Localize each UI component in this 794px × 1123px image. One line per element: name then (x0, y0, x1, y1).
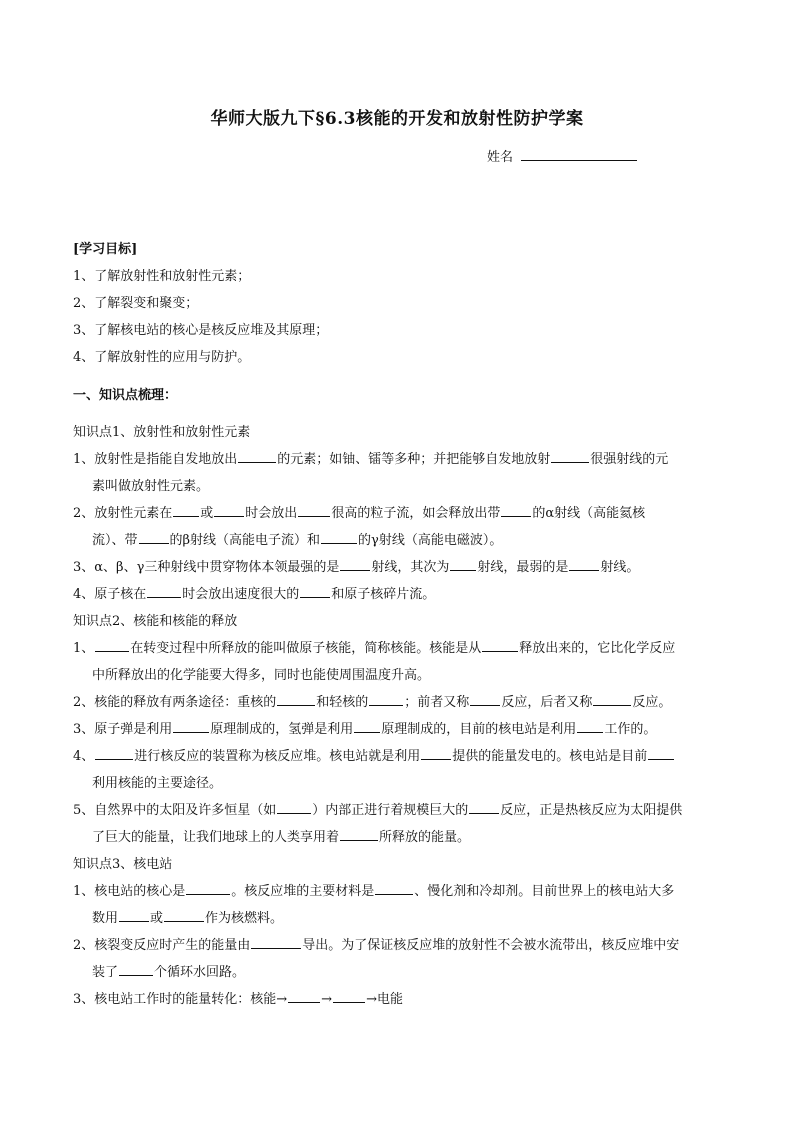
kp1-q1-line1: 1、放射性是指能自发地放出 的元素；如铀、镭等多种；并把能够自发地放射 很强射线的元 (73, 452, 669, 467)
blank[interactable] (119, 965, 153, 976)
blank[interactable] (333, 992, 365, 1003)
name-label: 姓名 (487, 150, 514, 165)
kp1-q1-line2: 素叫做放射性元素。 (92, 479, 210, 494)
blank[interactable] (577, 722, 603, 733)
kp3-q1-line2: 数用 或 作为核燃料。 (92, 911, 284, 926)
blank[interactable] (482, 641, 518, 652)
blank[interactable] (186, 884, 230, 895)
objective-item: 2、了解裂变和聚变； (73, 296, 199, 311)
blank[interactable] (288, 992, 320, 1003)
blank[interactable] (238, 452, 276, 463)
blank[interactable] (147, 587, 181, 598)
blank[interactable] (501, 506, 531, 517)
kp1-heading: 知识点1、放射性和放射性元素 (73, 425, 251, 440)
blank[interactable] (95, 641, 129, 652)
kp2-q5-line2: 了巨大的能量，让我们地球上的人类享用着 所释放的能量。 (92, 830, 471, 845)
blank[interactable] (300, 587, 330, 598)
objectives-heading: [学习目标] (73, 242, 138, 257)
page-title: 华师大版九下§6.3核能的开发和放射性防护学案 (210, 109, 584, 129)
blank[interactable] (593, 695, 631, 706)
blank[interactable] (119, 911, 149, 922)
blank[interactable] (173, 722, 209, 733)
kp2-q5-line1: 5、自然界中的太阳及许多恒星（如 ）内部正进行着规模巨大的 反应，正是热核反应为太阳提供 (73, 803, 683, 818)
blank[interactable] (139, 533, 169, 544)
blank[interactable] (95, 749, 133, 760)
kp2-q4-line1: 4、 进行核反应的装置称为核反应堆。核电站就是利用 提供的能量发电的。核电站是目前 (73, 745, 675, 764)
blank[interactable] (469, 803, 499, 814)
kp1-q3: 3、α、β、γ三种射线中贯穿物体本领最强的是 射线，其次为 射线，最弱的是 射线。 (73, 560, 640, 575)
kp2-q4-line2: 利用核能的主要途径。 (92, 776, 223, 791)
section-heading: 一、知识点梳理： (73, 388, 178, 403)
blank[interactable] (375, 884, 413, 895)
blank[interactable] (340, 560, 370, 571)
blank[interactable] (164, 911, 204, 922)
blank[interactable] (470, 695, 500, 706)
name-blank[interactable] (521, 148, 637, 161)
kp3-q1-line1: 1、核电站的核心是 。核反应堆的主要材料是 、慢化剂和冷却剂。目前世界上的核电站大多 (73, 884, 675, 899)
blank[interactable] (277, 695, 315, 706)
blank[interactable] (369, 695, 403, 706)
kp1-q4: 4、原子核在 时会放出速度很大的 和原子核碎片流。 (73, 587, 436, 602)
blank[interactable] (277, 803, 311, 814)
objective-item: 3、了解核电站的核心是核反应堆及其原理； (73, 323, 329, 338)
kp1-q2-line1: 2、放射性元素在 或 时会放出 很高的粒子流，如会释放出带 的α射线（高能氦核 (73, 506, 646, 521)
kp2-q3: 3、原子弹是利用 原理制成的，氢弹是利用 原理制成的，目前的核电站是利用 工作的。 (73, 722, 657, 737)
kp3-q3: 3、核电站工作时的能量转化：核能→ → →电能 (73, 992, 403, 1007)
blank[interactable] (173, 506, 199, 517)
blank[interactable] (251, 938, 301, 949)
kp3-q2-line2: 装了 个循环水回路。 (92, 965, 246, 980)
kp2-heading: 知识点2、核能和核能的释放 (73, 614, 238, 629)
kp3-q2-line1: 2、核裂变反应时产生的能量由 导出。为了保证核反应堆的放射性不会被水流带出，核反应堆中安 (73, 938, 680, 953)
blank[interactable] (551, 452, 589, 463)
name-field (487, 146, 637, 165)
kp2-q1-line1: 1、 在转变过程中所释放的能叫做原子核能，简称核能。核能是从 释放出来的，它比化学反应 (73, 641, 676, 656)
kp1-q2-line2: 流）、带 的β射线（高能电子流）和 的γ射线（高能电磁波）。 (92, 533, 503, 548)
blank[interactable] (214, 506, 244, 517)
blank[interactable] (321, 533, 357, 544)
blank[interactable] (569, 560, 599, 571)
objective-item: 4、了解放射性的应用与防护。 (73, 350, 251, 365)
blank[interactable] (354, 722, 380, 733)
kp2-q1-line2: 中所释放出的化学能要大得多，同时也能使周围温度升高。 (92, 668, 431, 683)
blank[interactable] (421, 749, 451, 760)
kp2-q2: 2、核能的释放有两条途径：重核的 和轻核的 ；前者又称 反应，后者又称 反应。 (73, 695, 672, 710)
blank[interactable] (648, 749, 674, 760)
blank[interactable] (298, 506, 330, 517)
blank[interactable] (340, 830, 378, 841)
kp3-heading: 知识点3、核电站 (73, 857, 173, 872)
blank[interactable] (450, 560, 476, 571)
objective-item: 1、了解放射性和放射性元素； (73, 269, 251, 284)
